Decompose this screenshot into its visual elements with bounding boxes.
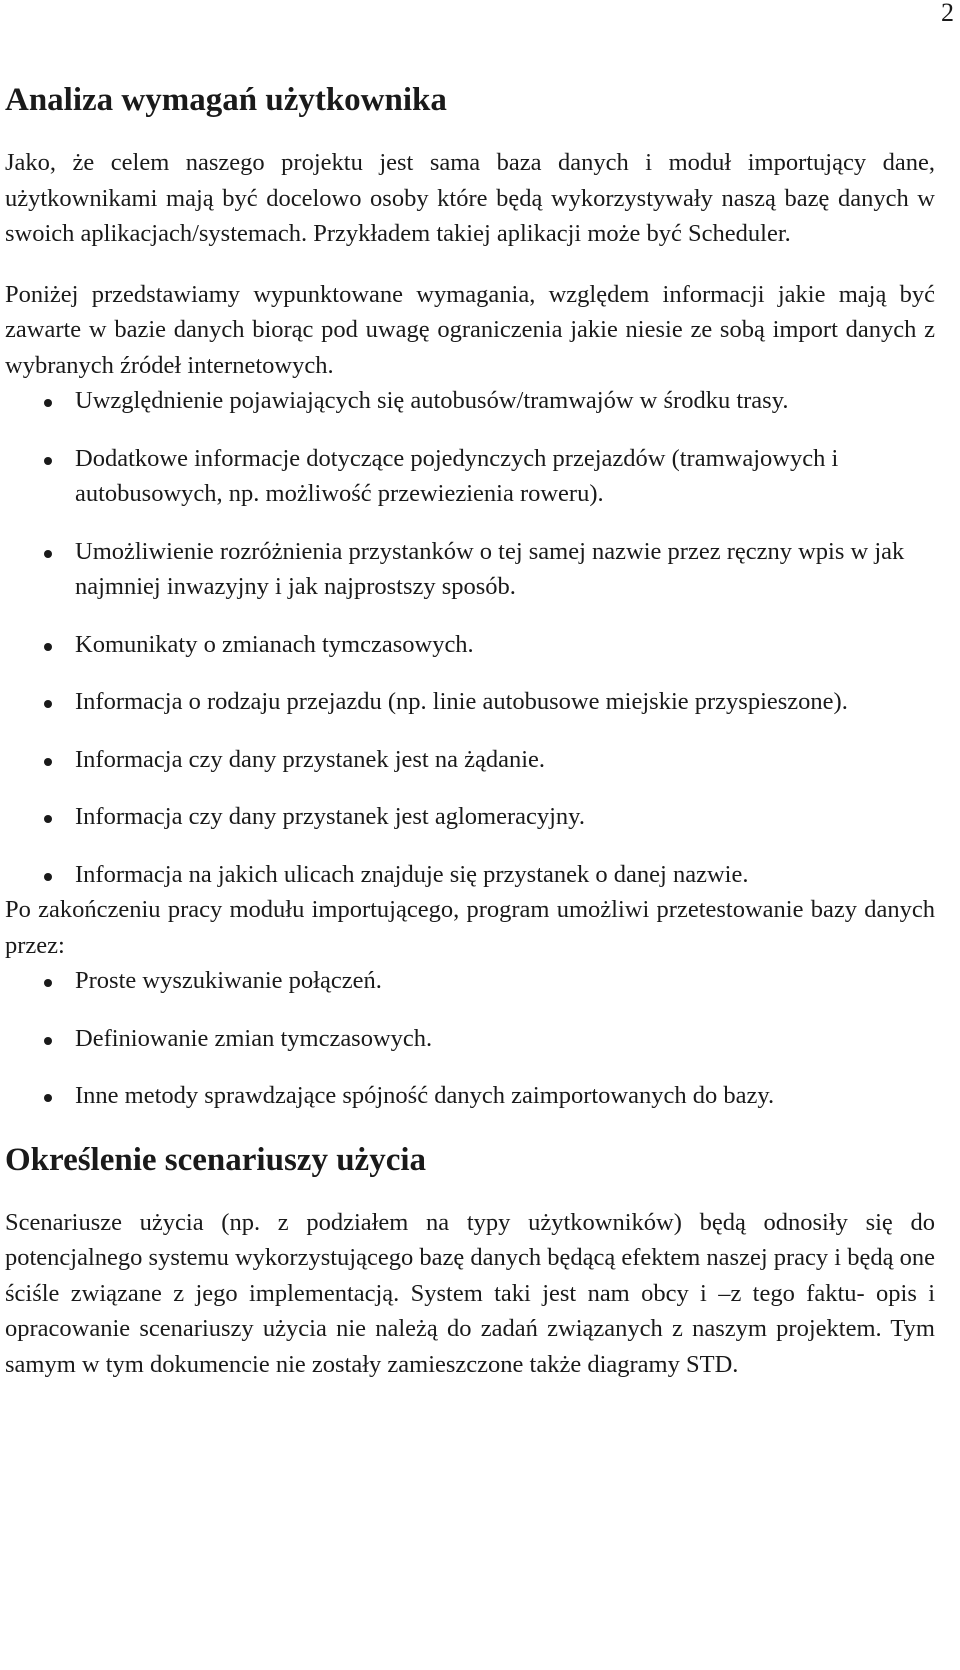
list-item-text: Proste wyszukiwanie połączeń.	[75, 967, 382, 994]
intro-paragraph: Jako, że celem naszego projektu jest sama baza danych i moduł importujący dane, użytkownikami mają być docelowo osoby które będą wykorzystywały naszą bazę danych w swoich aplikacjach/systemach. Przykładem takiej aplikacji może być Scheduler.	[5, 149, 935, 247]
list-item-text: Informacja czy dany przystanek jest aglomeracyjny.	[75, 803, 585, 830]
page-content	[5, 80, 935, 1382]
list-item	[5, 534, 935, 605]
list-item-text: Uwzględnienie pojawiających się autobusów/tramwajów w środku trasy.	[75, 387, 789, 414]
section-heading-use-cases: Określenie scenariuszy użycia	[5, 1141, 427, 1178]
bullet-icon	[44, 758, 52, 766]
bullet-icon	[44, 1094, 52, 1102]
list-item	[5, 383, 935, 419]
use-cases-paragraph: Scenariusze użycia (np. z podziałem na typy użytkowników) będą odnosiły się do potencjalnego systemu wykorzystującego bazę danych będącą efektem naszej pracy i będą one ściśle związane z jego implementacją. System taki jest nam obcy i –z tego faktu- opis i opracowanie scenariuszy użycia nie należą do zadań związanych z naszym projektem. Tym samym w tym dokumencie nie zostały zamieszczone także diagramy STD.	[5, 1208, 935, 1378]
bullet-icon	[44, 550, 52, 558]
testing-list	[5, 963, 935, 1114]
bullet-icon	[44, 399, 52, 407]
list-item-text: Informacja o rodzaju przejazdu (np. linie autobusowe miejskie przyspieszone).	[75, 688, 848, 715]
bullet-icon	[44, 815, 52, 823]
list-item-text: Informacja czy dany przystanek jest na żądanie.	[75, 745, 546, 773]
list-item	[5, 684, 935, 720]
bullet-icon	[44, 457, 52, 465]
requirements-list	[5, 383, 935, 892]
bullet-icon	[44, 979, 52, 987]
testing-intro-paragraph: Po zakończeniu pracy modułu importującego, program umożliwi przetestowanie bazy danych przez:	[5, 896, 935, 959]
list-item-text: Inne metody sprawdzające spójność danych zaimportowanych do bazy.	[75, 1082, 775, 1109]
list-item	[5, 627, 935, 663]
list-item-text: Komunikaty o zmianach tymczasowych.	[75, 630, 474, 658]
list-item	[5, 857, 935, 893]
list-item-text: Umożliwienie rozróżnienia przystanków o tej samej nazwie przez ręczny wpis w jak najmniej inwazyjny i jak najprostszy sposób.	[75, 537, 905, 600]
list-item	[5, 1078, 935, 1114]
list-item	[5, 799, 935, 835]
bullet-icon	[44, 643, 52, 651]
list-item	[5, 742, 935, 778]
list-item	[5, 963, 935, 999]
bullet-icon	[44, 1037, 52, 1045]
list-item-text: Definiowanie zmian tymczasowych.	[75, 1024, 433, 1052]
list-item	[5, 441, 935, 512]
list-item	[5, 1021, 935, 1057]
list-item-text: Informacja na jakich ulicach znajduje się przystanek o danej nazwie.	[75, 860, 749, 888]
list-item-text: Dodatkowe informacje dotyczące pojedynczych przejazdów (tramwajowych i autobusowych, np. możliwość przewiezienia roweru).	[75, 444, 839, 507]
bullet-icon	[44, 873, 52, 881]
section-heading-requirements: Analiza wymagań użytkownika	[5, 82, 447, 118]
bullet-icon	[44, 700, 52, 708]
page-number: 2	[941, 0, 954, 27]
requirements-intro-paragraph: Poniżej przedstawiamy wypunktowane wymagania, względem informacji jakie mają być zawarte w bazie danych biorąc pod uwagę ograniczenia jakie niesie ze sobą import danych z wybranych źródeł internetowych.	[5, 280, 935, 379]
